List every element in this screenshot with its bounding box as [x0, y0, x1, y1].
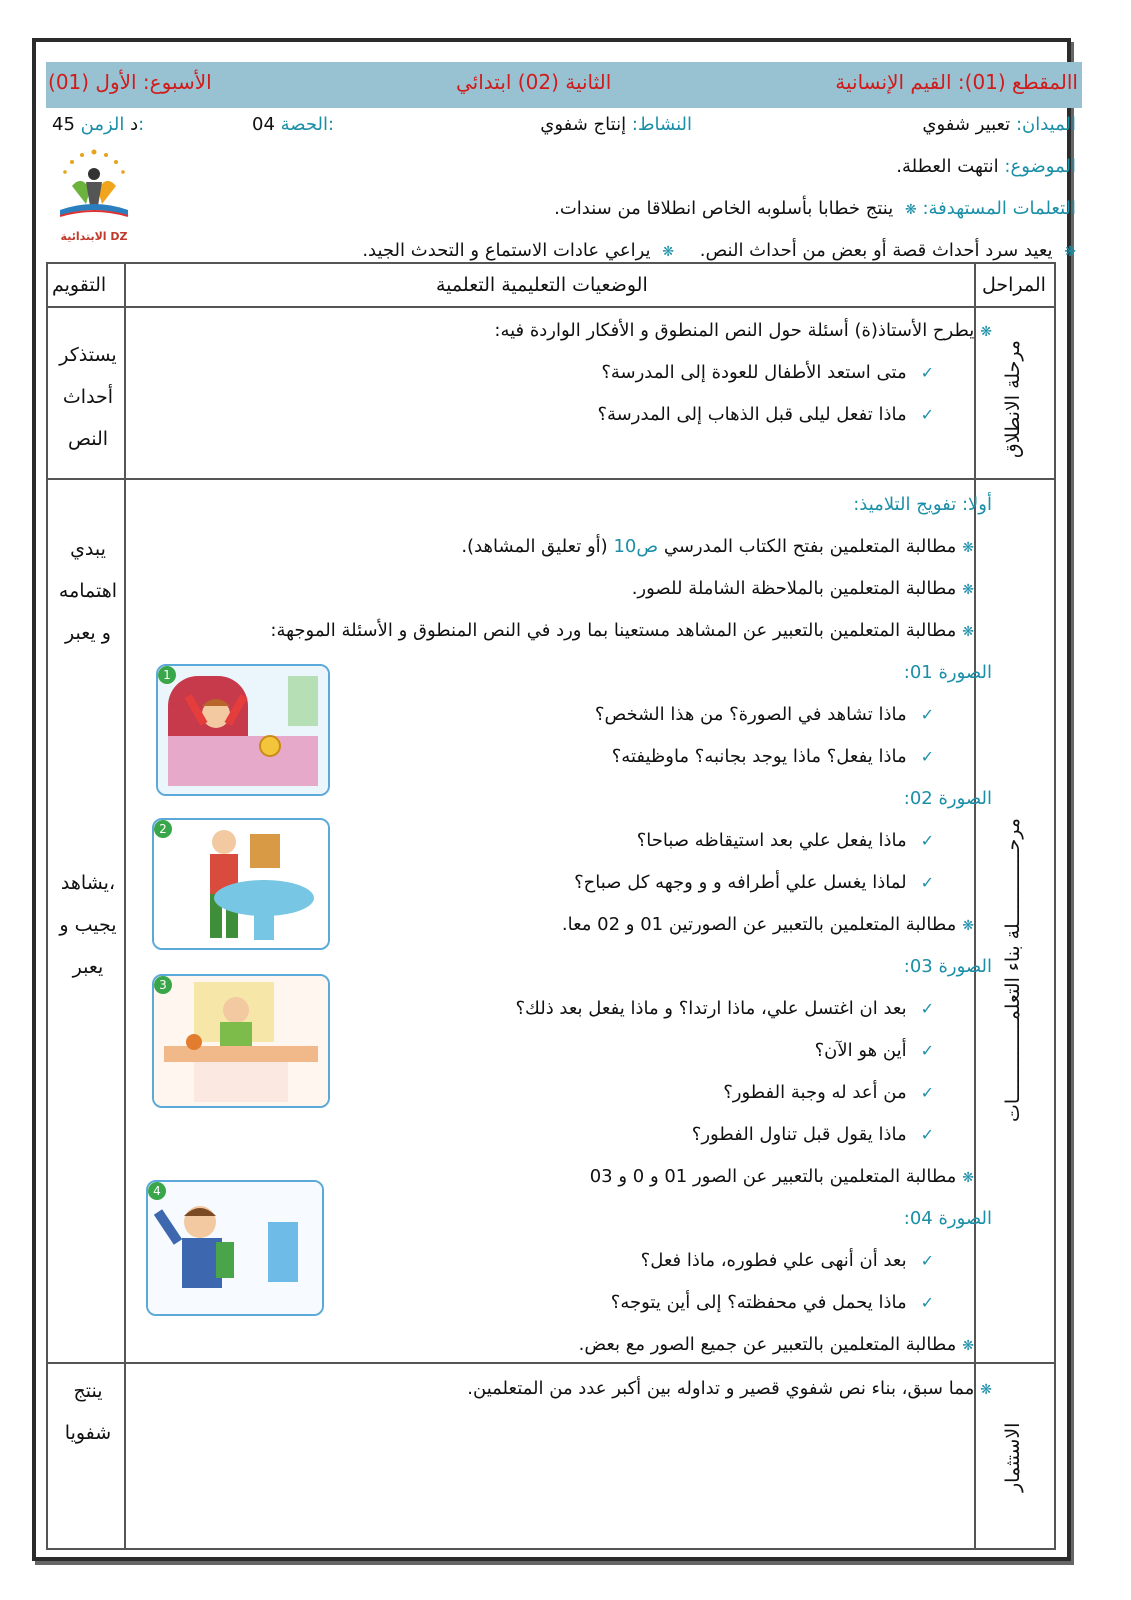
eval-line: يشاهد،	[60, 872, 116, 894]
pic3-question-3	[723, 1082, 934, 1103]
stage-column-line	[974, 262, 976, 1550]
pic4-question-2	[611, 1292, 934, 1313]
table-head-line	[46, 306, 1056, 308]
step2-text: مطالبة المتعلمين بالملاحظة الشاملة للصور.	[631, 578, 957, 599]
boy-at-sink-icon	[154, 820, 328, 948]
p3q3-text: من أعد له وجبة الفطور؟	[723, 1082, 907, 1103]
pic2-question-2	[574, 872, 934, 893]
topic-info	[896, 156, 1076, 177]
eval-line: أحداث	[62, 386, 114, 408]
picture-number-badge: 3	[154, 976, 172, 994]
situations-header: الوضعيات التعليمية التعلمية	[436, 274, 648, 296]
stage2-eval-2	[52, 862, 124, 988]
p3q2-text: أين هو الآن؟	[814, 1040, 907, 1061]
table-left-line	[46, 262, 48, 1550]
check-icon: ✓	[920, 1041, 934, 1060]
logo-emblem-icon	[52, 146, 136, 226]
illustration-boy-waking-up	[156, 664, 330, 796]
stage3-text: مما سبق، بناء نص شفوي قصير و تداوله بين أكبر عدد من المتعلمين.	[467, 1378, 975, 1399]
pic3-question-1	[515, 998, 934, 1019]
eval-line: و يعبر	[65, 622, 111, 644]
pic1-label-text: الصورة 01:	[903, 662, 992, 683]
stage1-intro	[494, 320, 992, 341]
check-icon: ✓	[920, 1083, 934, 1102]
logo-text: الابتدائية DZ	[60, 230, 128, 243]
eval-line: يستذكر	[59, 344, 117, 366]
stage2-step-1	[461, 536, 974, 557]
stage3-eval	[52, 1370, 124, 1454]
pic3-label-text: الصورة 03:	[903, 956, 992, 977]
goal-1: ينتج خطابا بأسلوبه الخاص انطلاقا من سندات.	[554, 198, 894, 219]
field-label: الميدان:	[1015, 114, 1076, 135]
pic3-question-2	[815, 1040, 934, 1061]
goal-2: يعيد سرد أحداث قصة أو بعض من أحداث النص.	[699, 240, 1053, 261]
star-icon: ❋	[1064, 244, 1076, 260]
goals-line-2	[362, 240, 1076, 261]
activity-info	[540, 114, 692, 135]
lesson-sheet	[46, 62, 1082, 1550]
picture-number-badge: 4	[148, 1182, 166, 1200]
check-icon: ✓	[920, 747, 934, 766]
p4q2-text: ماذا يحمل في محفظته؟ إلى أين يتوجه؟	[610, 1292, 907, 1313]
check-icon: ✓	[920, 363, 934, 382]
stage1-intro-text: يطرح الأستاذ(ة) أسئلة حول النص المنطوق و الأفكار الواردة فيه:	[494, 320, 975, 341]
topic-value: انتهت العطلة.	[896, 156, 999, 177]
step1-after-text: (أو تعليق المشاهد).	[461, 536, 608, 557]
stage3-name: الاستثمار	[1002, 1422, 1024, 1492]
boy-with-schoolbag-icon	[148, 1182, 322, 1314]
picture-4-label	[904, 1208, 992, 1229]
pic1-question-1	[595, 704, 934, 725]
field-value: تعبير شفوي	[922, 114, 1011, 135]
stage1-name: مرحلة الانطلاق	[1002, 340, 1024, 458]
field-info	[922, 114, 1076, 135]
picture-2-label	[904, 788, 992, 809]
stage2-step-2	[632, 578, 974, 599]
stage2-bottom-line	[46, 1362, 1056, 1364]
check-icon: ✓	[920, 999, 934, 1018]
boy-in-bed-icon	[158, 666, 328, 794]
star-icon: ❋	[962, 1338, 974, 1354]
eval-line: اهتمامه	[58, 580, 118, 602]
topic-label: الموضوع:	[1004, 156, 1076, 177]
eval-line: يجيب و	[59, 914, 117, 936]
check-icon: ✓	[920, 873, 934, 892]
pic2-label-text: الصورة 02:	[903, 788, 992, 809]
boy-at-table-icon	[154, 976, 328, 1106]
goals-label: التعلمات المستهدفة:	[922, 198, 1076, 219]
stage3-text-line	[467, 1378, 992, 1399]
step3-text: مطالبة المتعلمين بالتعبير عن المشاهد مستعينا بما ورد في النص المنطوق و الأسئلة الموجهة:	[270, 620, 957, 641]
picture-1-label	[904, 662, 992, 683]
star-icon: ❋	[962, 918, 974, 934]
activity-label: النشاط:	[631, 114, 692, 135]
table-bottom-line	[46, 1548, 1056, 1550]
pic2-question-1	[637, 830, 934, 851]
eval-line: النص	[67, 428, 109, 450]
stage1-question-1	[601, 362, 934, 383]
star-icon: ❋	[904, 202, 917, 218]
step6-text: مطالبة المتعلمين بالتعبير عن جميع الصور مع بعض.	[578, 1334, 957, 1355]
stage2-eval-1	[52, 528, 124, 654]
star-icon: ❋	[980, 1382, 992, 1398]
star-icon: ❋	[962, 540, 974, 556]
stage2-step-5	[590, 1166, 974, 1187]
table-top-line	[46, 262, 1056, 264]
eval-header: التقويم	[52, 274, 107, 296]
star-icon: ❋	[962, 624, 974, 640]
level-label: الثانية (02) ابتدائي	[456, 70, 612, 94]
check-icon: ✓	[920, 831, 934, 850]
step5-text: مطالبة المتعلمين بالتعبير عن الصور 01 و 0 و 03	[589, 1166, 957, 1187]
week-label: الأسبوع: الأول (01)	[48, 70, 212, 94]
eval-line: يعبر	[72, 956, 104, 978]
stage1-q1-text: متى استعد الأطفال للعودة إلى المدرسة؟	[601, 362, 907, 383]
stage2-name: مرحـــــــــــــلة بناء التعلمــــــــــــــات	[1002, 818, 1024, 1122]
stage2-step-3	[270, 620, 974, 641]
check-icon: ✓	[920, 1251, 934, 1270]
picture-number-badge: 1	[158, 666, 176, 684]
pic3-question-4	[692, 1124, 934, 1145]
stage2-first	[853, 494, 992, 515]
session-label: الحصة:	[280, 114, 335, 135]
pic4-label-text: الصورة 04:	[903, 1208, 992, 1229]
star-icon: ❋	[980, 324, 992, 340]
pic4-question-1	[641, 1250, 934, 1271]
session-value: 04	[252, 114, 275, 135]
illustration-boy-breakfast	[152, 974, 330, 1108]
p4q1-text: بعد أن أنهى علي فطوره، ماذا فعل؟	[640, 1250, 907, 1271]
star-icon: ❋	[962, 1170, 974, 1186]
step4-text: مطالبة المتعلمين بالتعبير عن الصورتين 01 و 02 معا.	[561, 914, 957, 935]
time-label: الزمن:	[80, 114, 145, 135]
check-icon: ✓	[920, 405, 934, 424]
segment-label: االمقطع (01): القيم الإنسانية	[835, 70, 1078, 94]
stages-header: المراحل	[982, 274, 1046, 296]
stage1-bottom-line	[46, 478, 1056, 480]
activity-value: إنتاج شفوي	[540, 114, 627, 135]
p2q1-text: ماذا يفعل علي بعد استيقاظه صباحا؟	[636, 830, 907, 851]
stage1-question-2	[597, 404, 934, 425]
stage2-step-4	[562, 914, 974, 935]
picture-number-badge: 2	[154, 820, 172, 838]
session-info	[252, 114, 334, 135]
p3q1-text: بعد ان اغتسل علي، ماذا ارتدا؟ و ماذا يفعل بعد ذلك؟	[515, 998, 907, 1019]
p1q2-text: ماذا يفعل؟ ماذا يوجد بجانبه؟ ماوظيفته؟	[611, 746, 907, 767]
stage2-first-text: أولا: تفويج التلاميذ:	[853, 494, 992, 515]
p3q4-text: ماذا يقول قبل تناول الفطور؟	[691, 1124, 907, 1145]
star-icon: ❋	[662, 244, 675, 260]
goal-3: يراعي عادات الاستماع و التحدث الجيد.	[362, 240, 651, 261]
header-bar	[46, 62, 1082, 108]
eval-line: شفويا	[64, 1422, 112, 1444]
illustration-boy-leaving	[146, 1180, 324, 1316]
eval-column-line	[124, 262, 126, 1550]
pic1-question-2	[612, 746, 934, 767]
illustration-boy-washing	[152, 818, 330, 950]
page-ref: ص10	[613, 536, 659, 557]
check-icon: ✓	[920, 705, 934, 724]
star-icon: ❋	[962, 582, 974, 598]
picture-3-label	[904, 956, 992, 977]
school-logo	[52, 146, 136, 244]
check-icon: ✓	[920, 1125, 934, 1144]
goals-info	[554, 198, 1076, 219]
stage1-eval	[52, 334, 124, 460]
p2q2-text: لماذا يغسل علي أطرافه و و وجهه كل صباح؟	[574, 872, 907, 893]
time-info	[52, 114, 144, 135]
stage1-q2-text: ماذا تفعل ليلى قبل الذهاب إلى المدرسة؟	[597, 404, 907, 425]
step1-text: مطالبة المتعلمين بفتح الكتاب المدرسي	[663, 536, 957, 557]
eval-line: ينتج	[73, 1380, 103, 1402]
time-value: 45 د	[52, 114, 139, 135]
stage2-step-6	[579, 1334, 974, 1355]
table-right-line	[1054, 262, 1056, 1550]
p1q1-text: ماذا تشاهد في الصورة؟ من هذا الشخص؟	[594, 704, 907, 725]
check-icon: ✓	[920, 1293, 934, 1312]
eval-line: يبدي	[70, 538, 106, 560]
